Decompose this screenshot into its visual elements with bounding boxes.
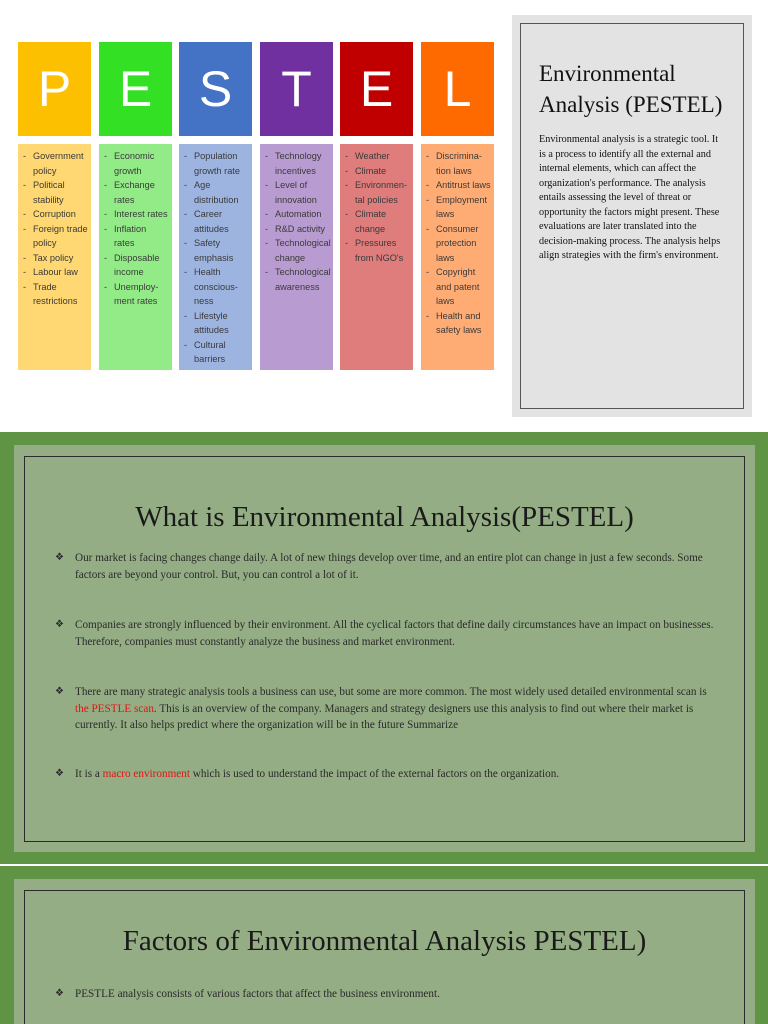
pestel-column-environmental <box>340 42 413 370</box>
diamond-bullet-icon: ❖ <box>55 768 64 779</box>
pestel-item: - Safety emphasis <box>182 236 249 265</box>
bullet-pestle-factors <box>55 986 715 1003</box>
bullet-text: Companies are strongly influenced by their environment. All the cyclical factors that define daily circumstances have an impact on businesses. Therefore, companies must constantly analyze the business and market environment. <box>75 619 714 648</box>
bullet-text: . This is an overview of the company. Managers and strategy designers use this analysis to find out where their market is currently. It also helps predict where the organization will be in the future Summarize <box>75 702 694 731</box>
pestel-item: - Environmen-tal policies <box>343 178 410 207</box>
pestel-item: - R&D activity <box>263 222 330 237</box>
pestel-list-environmental <box>340 144 413 370</box>
pestel-item: - Unemploy-ment rates <box>102 280 169 309</box>
pestel-item: - Career attitudes <box>182 207 249 236</box>
pestel-overview-slide <box>0 0 768 432</box>
intro-box <box>512 15 752 417</box>
intro-text: Environmental analysis is a strategic tool. It is a process to identify all the external and internal elements, which can affect the organization's performance. The analysis entails assessing the level of threat or opportunity the factors might present. These evaluations are later translated into the decision-making process. The analysis helps align strategies with the firm's environment. <box>539 134 721 261</box>
pestel-item: - Foreign trade policy <box>21 222 88 251</box>
pestel-item: - Health and safety laws <box>424 309 491 338</box>
slide-heading: What is Environmental Analysis(PESTEL) <box>135 501 634 533</box>
bullet-text: It is a <box>75 768 103 780</box>
pestel-item: - Cultural barriers <box>182 338 249 367</box>
pestel-item: - Labour law <box>21 265 88 280</box>
pestel-letter-p: P <box>18 42 91 136</box>
diamond-bullet-icon: ❖ <box>55 619 64 630</box>
pestel-item: - Employment laws <box>424 193 491 222</box>
pestel-letter-s: S <box>179 42 252 136</box>
pestel-item: - Economic growth <box>102 149 169 178</box>
pestel-item: - Government policy <box>21 149 88 178</box>
pestel-item: - Lifestyle attitudes <box>182 309 249 338</box>
what-is-pestel-slide <box>0 432 768 864</box>
pestel-item: - Political stability <box>21 178 88 207</box>
factors-pestel-slide <box>0 866 768 1024</box>
pestel-list-technological <box>260 144 333 370</box>
pestel-letter-l: L <box>421 42 494 136</box>
pestel-list-political <box>18 144 91 370</box>
pestel-letter-t: T <box>260 42 333 136</box>
bullet-strategic-tools <box>55 684 715 734</box>
pestel-item: - Trade restrictions <box>21 280 88 309</box>
pestel-list-legal <box>421 144 494 370</box>
highlight-macro-environment: macro environment <box>102 768 190 780</box>
bullet-text: There are many strategic analysis tools a business can use, but some are more common. The most widely used detailed environmental scan is <box>75 686 707 698</box>
pestel-column-economic <box>99 42 172 370</box>
pestel-list-economic <box>99 144 172 370</box>
pestel-column-political <box>18 42 91 370</box>
pestel-item: - Health conscious-ness <box>182 265 249 309</box>
pestel-letter-e2: E <box>340 42 413 136</box>
slide-panel <box>14 879 755 1024</box>
intro-frame <box>520 23 744 409</box>
pestel-item: - Corruption <box>21 207 88 222</box>
pestel-list-social <box>179 144 252 370</box>
pestel-item: - Population growth rate <box>182 149 249 178</box>
pestel-item: - Disposable income <box>102 251 169 280</box>
pestel-item: - Tax policy <box>21 251 88 266</box>
bullet-companies-influenced <box>55 617 715 650</box>
slide-heading: Factors of Environmental Analysis PESTEL) <box>122 925 647 957</box>
pestel-column-technological <box>260 42 333 370</box>
pestel-item: - Interest rates <box>102 207 169 222</box>
pestel-item: - Automation <box>263 207 330 222</box>
pestel-item: - Age distribution <box>182 178 249 207</box>
bullet-market-changes <box>55 550 715 583</box>
pestel-item: - Discrimina-tion laws <box>424 149 491 178</box>
pestel-item: - Antitrust laws <box>424 178 491 193</box>
pestel-item: - Level of innovation <box>263 178 330 207</box>
highlight-pestle-scan: the PESTLE scan <box>75 702 154 715</box>
pestel-item: - Copyright and patent laws <box>424 265 491 309</box>
pestel-column-legal <box>421 42 494 370</box>
slide-frame <box>24 890 745 1024</box>
pestel-item: - Technology incentives <box>263 149 330 178</box>
pestel-item: - Weather <box>343 149 410 164</box>
pestel-item: - Exchange rates <box>102 178 169 207</box>
slide-panel <box>14 445 755 852</box>
pestel-item: - Climate <box>343 164 410 179</box>
diamond-bullet-icon: ❖ <box>55 686 64 697</box>
pestel-item: - Technological awareness <box>263 265 330 294</box>
pestel-item: - Climate change <box>343 207 410 236</box>
pestel-item: - Consumer protection laws <box>424 222 491 266</box>
bullet-macro-environment <box>55 766 715 783</box>
pestel-item: - Inflation rates <box>102 222 169 251</box>
slide-frame <box>24 456 745 842</box>
pestel-letter-e: E <box>99 42 172 136</box>
pestel-item: - Technological change <box>263 236 330 265</box>
diamond-bullet-icon: ❖ <box>55 988 64 999</box>
bullet-text: PESTLE analysis consists of various factors that affect the business environment. <box>75 988 440 1000</box>
bullet-text: which is used to understand the impact of the external factors on the organization. <box>189 768 560 780</box>
pestel-item: - Pressures from NGO's <box>343 236 410 265</box>
intro-title: Environmental Analysis (PESTEL) <box>539 61 723 117</box>
pestel-column-social <box>179 42 252 370</box>
bullet-text: Our market is facing changes change daily. A lot of new things develop over time, and an entire plot can change in just a few seconds. Some factors are beyond your control. But, you can control a lot of it. <box>75 552 703 581</box>
diamond-bullet-icon: ❖ <box>55 552 64 563</box>
